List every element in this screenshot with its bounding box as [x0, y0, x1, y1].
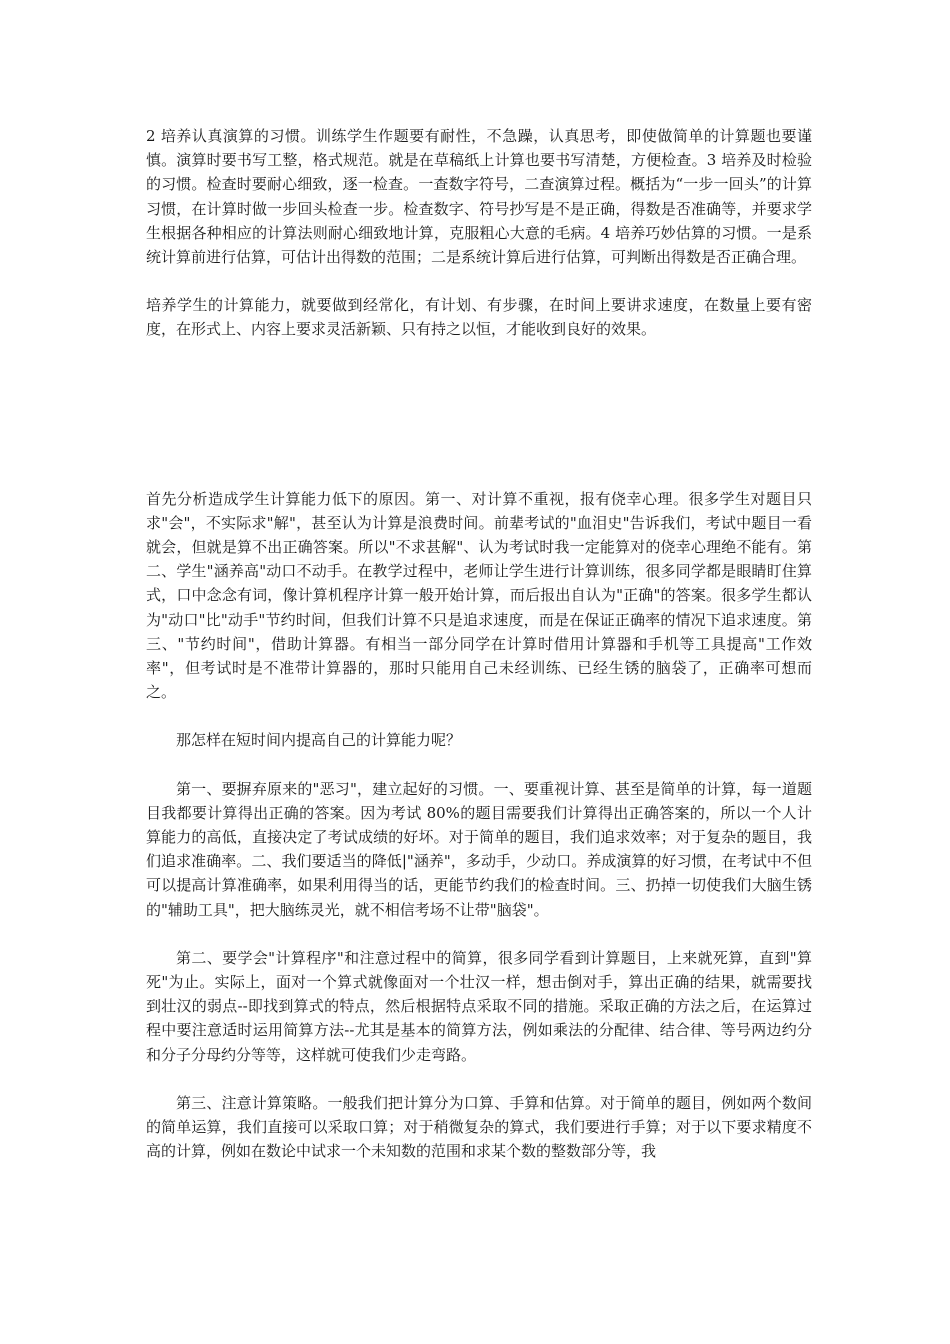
paragraph-calculation-habits: 2 培养认真演算的习惯。训练学生作题要有耐性，不急躁，认真思考，即使做简单的计算题也要谨慎。演算时要书写工整，格式规范。就是在草稿纸上计算也要书写清楚，方便检查。3 培养及时检验的习惯。检查时要耐心细致，逐一检查。一查数字符号，二查演算过程。概括为“一步一回头”的计算习惯，在计算时做一步回头检查一步。检查数字、符号抄写是不是正确，得数是否准确等，并要求学生根据各种相应的计算法则耐心细致地计算，克服粗心大意的毛病。4 培养巧妙估算的习惯。一是系统计算前进行估算，可估计出得数的范围；二是系统计算后进行估算，可判断出得数是否正确合理。 — [146, 127, 812, 267]
paragraph-second-method: 第二、要学会"计算程序"和注意过程中的简算，很多同学看到计算题目，上来就死算，直到"算死"为止。实际上，面对一个算式就像面对一个壮汉一样，想击倒对手，算出正确的结果，就需要找到壮汉的弱点--即找到算式的特点，然后根据特点采取不同的措施。采取正确的方法之后，在运算过程中要注意适时运用简算方法--尤其是基本的简算方法，例如乘法的分配律、结合律、等号两边约分和分子分母约分等等，这样就可使我们少走弯路。 — [146, 948, 812, 1064]
paragraph-cause-analysis: 首先分析造成学生计算能力低下的原因。第一、对计算不重视，报有侥幸心理。很多学生对题目只求"会"，不实际求"解"，甚至认为计算是浪费时间。前辈考试的"血泪史"告诉我们，考试中题目一看就会，但就是算不出正确答案。所以"不求甚解"、认为考试时我一定能算对的侥幸心理绝不能有。第二、学生"涵养高"动口不动手。在教学过程中，老师让学生进行计算训练，很多同学都是眼睛盯住算式，口中念念有词，像计算机程序计算一般开始计算，而后报出自认为"正确"的答案。很多学生都认为"动口"比"动手"节约时间，但我们计算不只是追求速度，而是在保证正确率的情况下追求速度。第三、"节约时间"，借助计算器。有相当一部分同学在计算时借用计算器和手机等工具提高"工作效率"，但考试时是不准带计算器的，那时只能用自己未经训练、已经生锈的脑袋了，正确率可想而之。 — [146, 489, 812, 702]
paragraph-third-method: 第三、注意计算策略。一般我们把计算分为口算、手算和估算。对于简单的题目，例如两个数间的简单运算，我们直接可以采取口算；对于稍微复杂的算式，我们要进行手算；对于以下要求精度不高的计算，例如在数论中试求一个未知数的范围和求某个数的整数部分等，我 — [146, 1093, 812, 1161]
paragraph-training-summary: 培养学生的计算能力，就要做到经常化，有计划、有步骤，在时间上要讲求速度，在数量上要有密度，在形式上、内容上要求灵活新颖、只有持之以恒，才能收到良好的效果。 — [146, 296, 812, 339]
paragraph-first-method: 第一、要摒弃原来的"恶习"，建立起好的习惯。一、要重视计算、甚至是简单的计算，每一道题目我都要计算得出正确的答案。因为考试 80%的题目需要我们计算得出正确答案的，所以一个人计算能力的高低，直接决定了考试成绩的好坏。对于简单的题目，我们追求效率；对于复杂的题目，我们追求准确率。二、我们要适当的降低|"涵养"，多动手，少动口。养成演算的好习惯，在考试中不但可以提高计算准确率，如果利用得当的话，更能节约我们的检查时间。三、扔掉一切使我们大脑生锈的"辅助工具"，把大脑练灵光，就不相信考场不让带"脑袋"。 — [146, 779, 812, 919]
document-body — [146, 124, 812, 1164]
paragraph-question: 那怎样在短时间内提高自己的计算能力呢？ — [176, 731, 462, 750]
